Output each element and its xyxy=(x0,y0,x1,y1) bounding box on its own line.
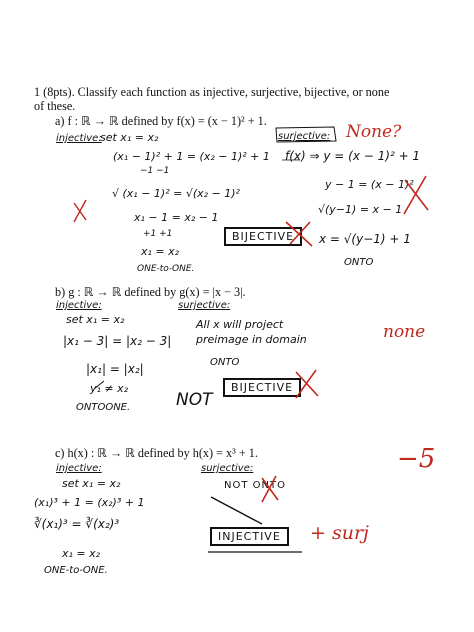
part-b-inj-eq1: |x₁ − 3| = |x₂ − 3| xyxy=(63,334,172,348)
part-c-inj-eq1: (x₁)³ + 1 = (x₂)³ + 1 xyxy=(34,496,145,509)
problem-heading-line2: of these. xyxy=(34,99,76,113)
part-a-inj-eq4: x₁ = x₂ xyxy=(141,245,180,258)
part-a-red-cross-3 xyxy=(74,200,86,222)
part-b-surj-text1: All x will project xyxy=(196,318,284,331)
part-b-surjective-label: surjective: xyxy=(178,300,231,311)
part-a-inj-eq3: x₁ − 1 = x₂ − 1 xyxy=(134,211,219,224)
part-a-surj-conclusion: ONTO xyxy=(344,257,374,268)
part-a-answer-box: BIJECTIVE xyxy=(224,227,302,246)
part-c-inj-eq2: ∛(x₁)³ = ∛(x₂)³ xyxy=(34,517,120,531)
problem-heading-line1: 1 (8pts). Classify each function as injective, surjective, bijective, or none xyxy=(34,85,390,99)
part-c-inj-eq3: x₁ = x₂ xyxy=(62,547,101,560)
part-a-injective-label: injective: xyxy=(56,133,102,144)
part-b-grader-note: none xyxy=(383,322,426,342)
part-a-surj-eq2: y − 1 = (x − 1)² xyxy=(325,178,414,191)
part-a-surjective-label: surjective: xyxy=(278,131,331,142)
part-b-answer-box: BIJECTIVE xyxy=(223,378,301,397)
part-a-inj-eq2: √ (x₁ − 1)² = √(x₂ − 1)² xyxy=(112,187,240,200)
part-c-statement: c) h(x) : ℝ → ℝ defined by h(x) = x³ + 1. xyxy=(55,446,258,460)
part-c-injective-label: injective: xyxy=(56,463,102,474)
part-b-inj-eq2: |x₁| = |x₂| xyxy=(86,362,144,376)
part-b-surj-text2: preimage in domain xyxy=(196,333,307,346)
part-a-surj-eq4: x = √(y−1) + 1 xyxy=(319,232,411,246)
part-b-inj-set: set x₁ = x₂ xyxy=(66,313,125,326)
part-b-surj-conclusion: ONTO xyxy=(210,357,240,368)
part-a-surj-eq3: √(y−1) = x − 1 xyxy=(318,203,403,216)
part-c-inj-conclusion: ONE-to-ONE. xyxy=(44,565,108,576)
part-a-surj-eq1: f(x) ⇒ y = (x − 1)² + 1 xyxy=(285,149,421,163)
part-c-slash-line xyxy=(211,497,262,524)
part-a-statement: a) f : ℝ → ℝ defined by f(x) = (x − 1)² + 1. xyxy=(55,114,267,128)
part-a-grader-note: None? xyxy=(346,122,402,142)
part-c-surjective-label: surjective: xyxy=(201,463,254,474)
part-b-statement: b) g : ℝ → ℝ defined by g(x) = |x − 3|. xyxy=(55,285,246,299)
part-c-inj-set: set x₁ = x₂ xyxy=(62,477,121,490)
part-c-grader-note: + surj xyxy=(310,522,369,544)
part-a-inj-conclusion: ONE-to-ONE. xyxy=(137,264,195,274)
part-b-inj-eq3: y₁ ≠ x₂ xyxy=(90,382,129,395)
part-a-inj-eq1: (x₁ − 1)² + 1 = (x₂ − 1)² + 1 xyxy=(113,150,270,163)
part-b-injective-label: injective: xyxy=(56,300,102,311)
part-a-inj-plus: +1 +1 xyxy=(143,229,173,239)
part-b-answer-prefix: NOT xyxy=(176,390,213,410)
part-c-surj-answer: NOT ONTO xyxy=(224,480,286,491)
part-a-inj-minus: −1 −1 xyxy=(140,166,170,176)
part-c-answer-box: INJECTIVE xyxy=(210,527,289,546)
part-c-score: −5 xyxy=(397,444,436,474)
part-b-inj-conclusion: ONTOONE. xyxy=(76,402,131,413)
part-a-inj-set: set x₁ = x₂ xyxy=(100,131,159,144)
